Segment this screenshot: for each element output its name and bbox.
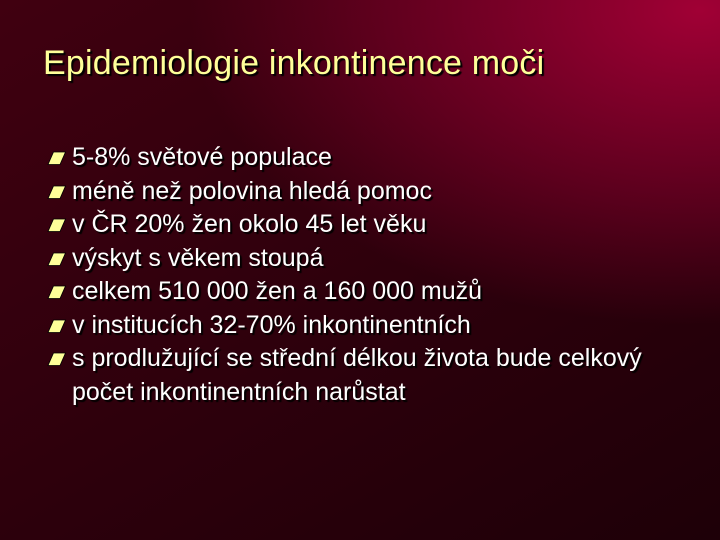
bullet-item	[45, 275, 705, 309]
q-bullet-icon	[45, 150, 67, 167]
bullet-item	[45, 208, 705, 242]
slide-title: Epidemiologie inkontinence moči	[43, 44, 545, 82]
q-bullet-icon	[45, 284, 67, 301]
bullet-text: v institucích 32-70% inkontinentních	[72, 310, 471, 339]
bullet-text: s prodlužující se střední délkou života bude celkový počet inkontinentních narůstat	[72, 344, 642, 406]
bullet-item	[45, 242, 705, 276]
bullet-text: méně než polovina hledá pomoc	[72, 176, 432, 205]
bullet-text: výskyt s věkem stoupá	[72, 243, 324, 272]
bullet-text: 5-8% světové populace	[72, 143, 332, 171]
bullet-item	[45, 141, 705, 175]
bullet-item	[45, 175, 705, 209]
bullet-text: v ČR 20% žen okolo 45 let věku	[72, 210, 427, 238]
q-bullet-icon	[45, 318, 67, 335]
bullet-text: celkem 510 000 žen a 160 000 mužů	[72, 277, 482, 305]
q-bullet-icon	[45, 351, 67, 368]
q-bullet-icon	[45, 251, 67, 268]
q-bullet-icon	[45, 184, 67, 201]
q-bullet-icon	[45, 217, 67, 234]
bullet-item	[45, 309, 705, 343]
bullet-item	[45, 342, 705, 409]
bullet-list	[45, 141, 705, 409]
